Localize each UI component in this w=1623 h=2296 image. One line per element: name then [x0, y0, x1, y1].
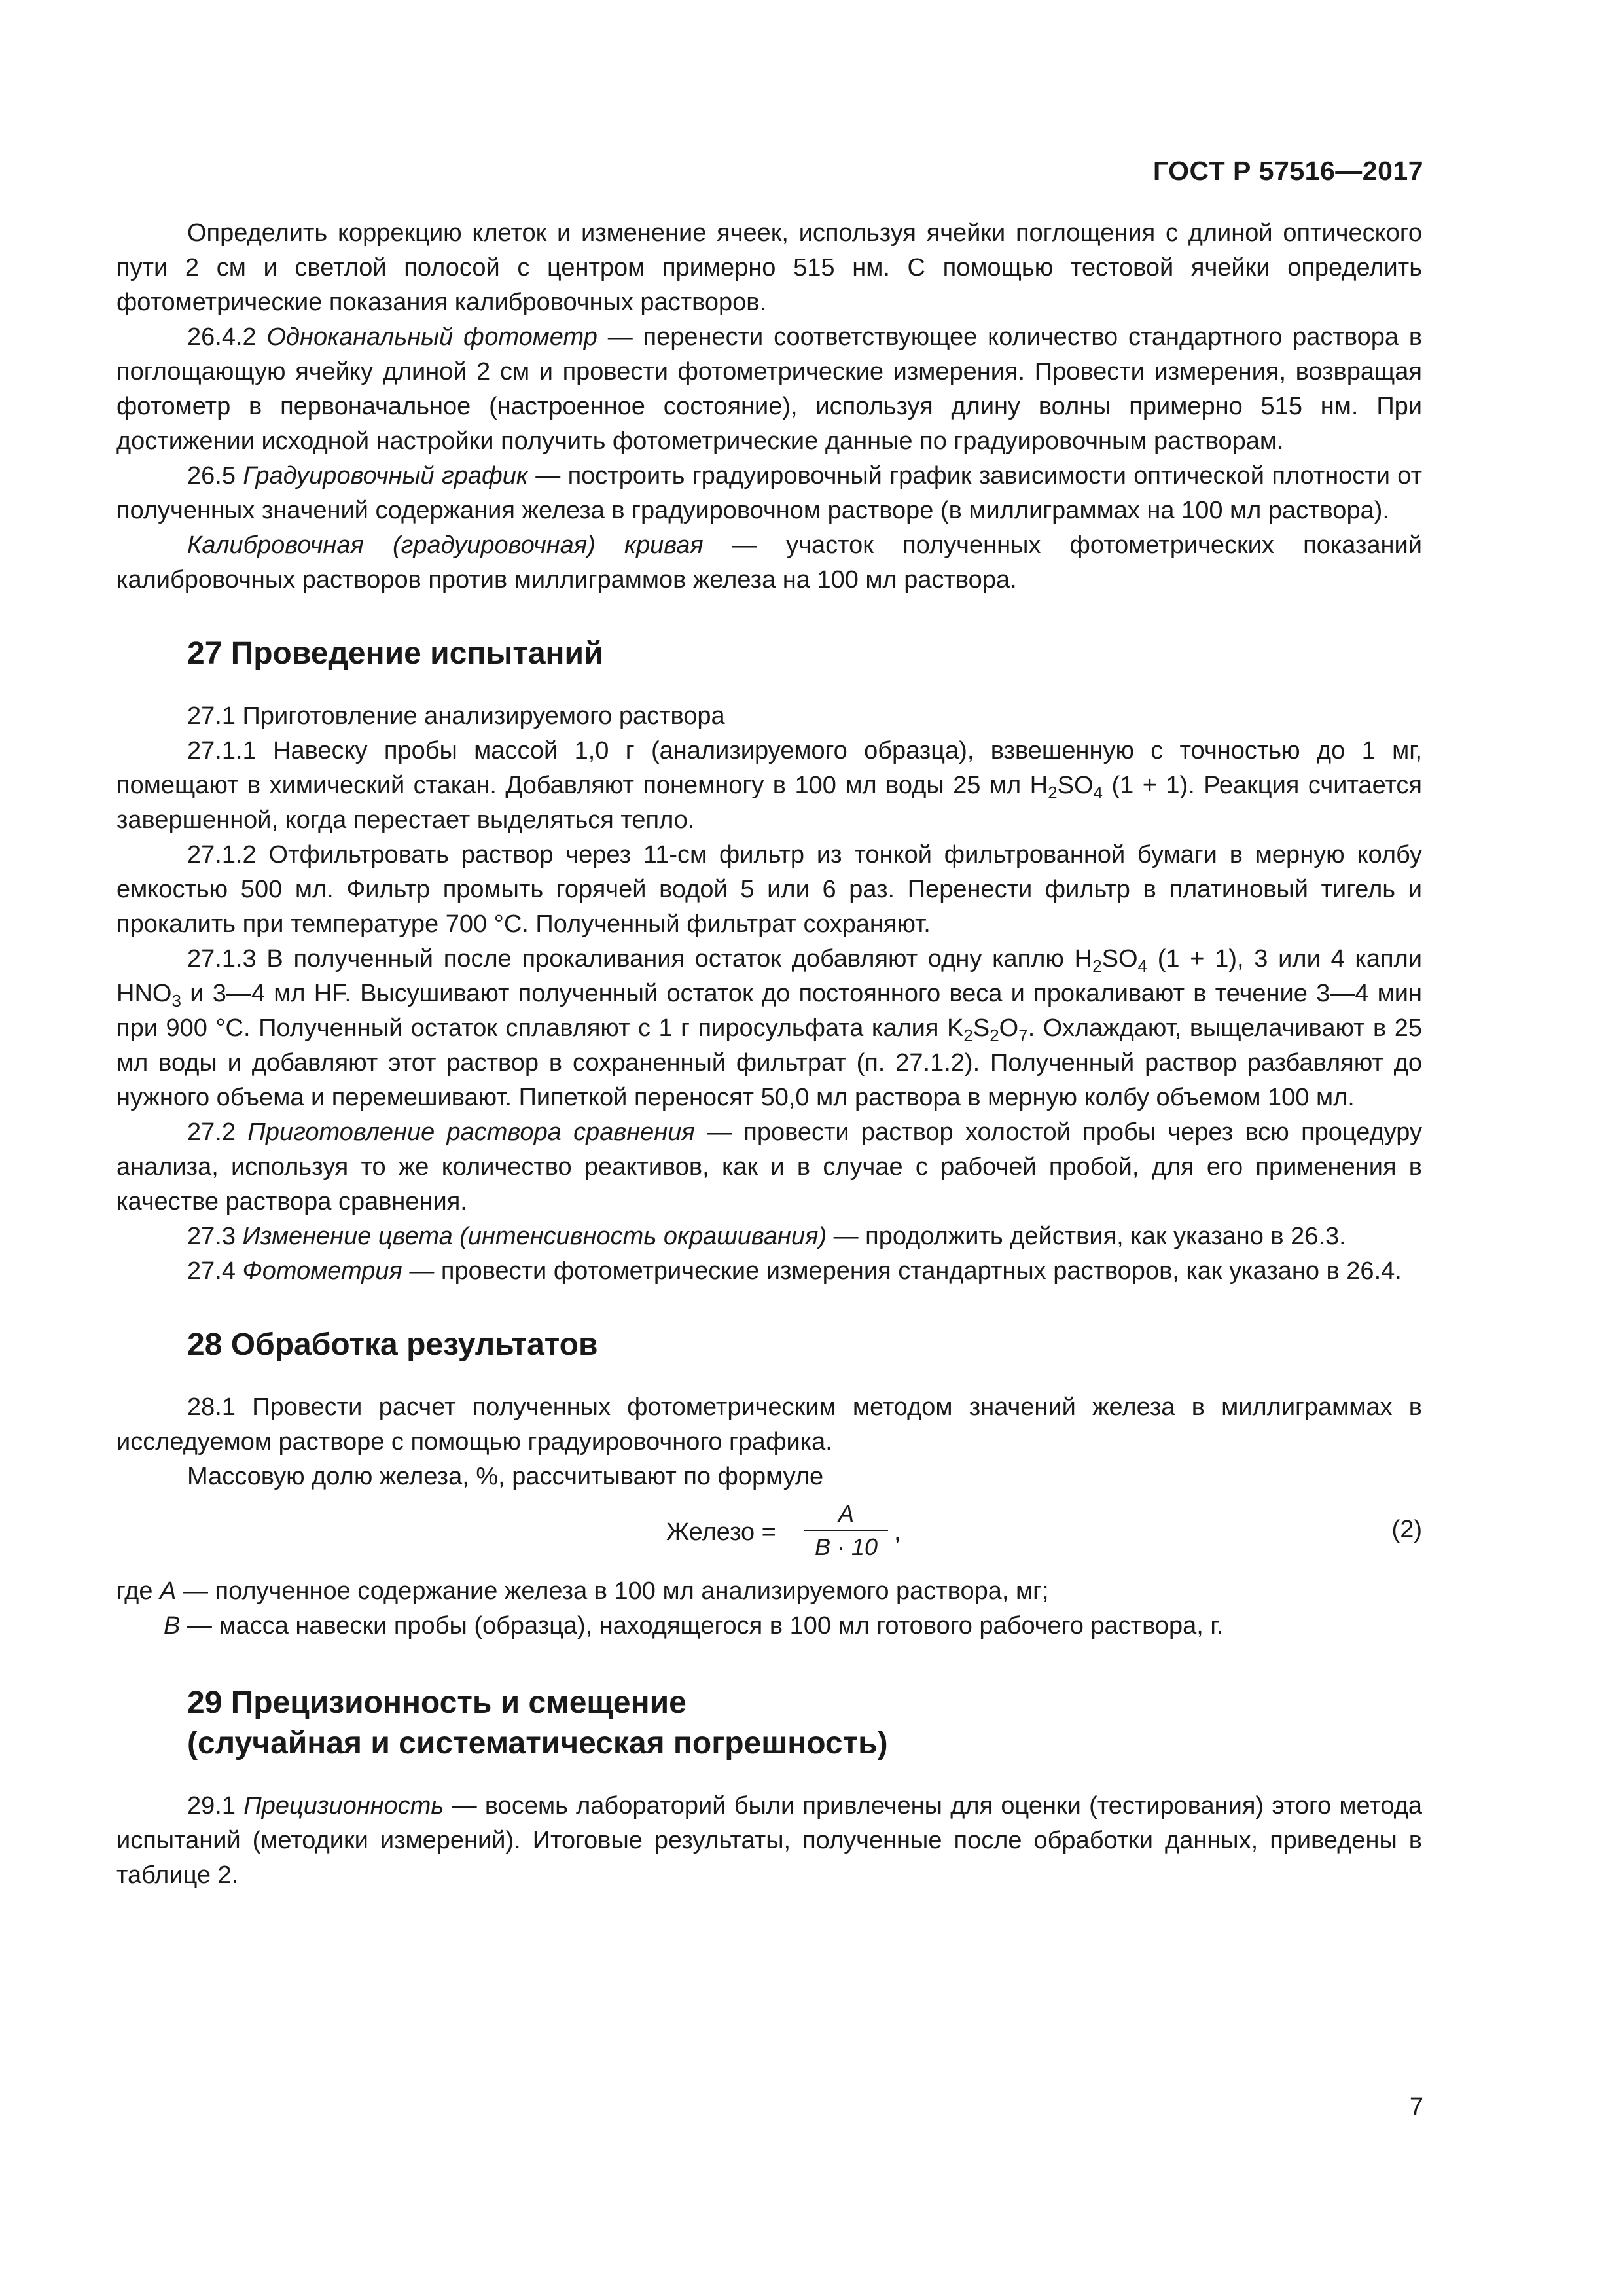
- paragraph-calibration-curve: Калибровочная (градуировочная) кривая — участок полученных фотометрических показаний калибровочных растворов против миллиграммов железа на 100 мл раствора.: [116, 531, 1422, 594]
- paragraph-27-1-1: 27.1.1 Навеску пробы массой 1,0 г (анализируемого образца), взвешенную с точностью до 1 мг, помещают в химический стакан. Добавляют понемногу в 100 мл воды 25 мл $H_2SO_4$ (1 + 1). Реакция считается завершенной, когда перестает выделяться тепло.: [116, 737, 1422, 834]
- paragraph-27-1-3: 27.1.3 В полученный после прокаливания остаток добавляют одну каплю $H_2SO_4$ (1 + 1), 3 или 4 капли $HNO_3$ и 3—4 мл HF. Высушивают полученный остаток до постоянного веса и прокаливают в течение 3—4 мин при 900 °С. Полученный остаток сплавляют с 1 г пиросульфата калия $K_2S_2O_7$. Охлаждают, выщелачивают в 25 мл воды и добавляют этот раствор в сохраненный фильтрат (п. 27.1.2). Полученный раствор разбавляют до нужного объема и перемешивают. Пипеткой переносят 50,0 мл раствора в мерную колбу объемом 100 мл.: [116, 945, 1422, 1111]
- where-item-a: где A — полученное содержание железа в 100 мл анализируемого раствора, мг;: [116, 1577, 1049, 1605]
- paragraph-27-1-2: 27.1.2 Отфильтровать раствор через 11-см фильтр из тонкой фильтрованной бумаги в мерную колбу емкостью 500 мл. Фильтр промыть горячей водой 5 или 6 раз. Перенести фильтр в платиновый тигель и прокалить при температуре 700 °С. Полученный фильтрат сохраняют.: [116, 841, 1422, 938]
- section-heading-29: [116, 1683, 1422, 1764]
- formula-fraction: [800, 1498, 892, 1564]
- paragraph-27-3: 27.3 Изменение цвета (интенсивность окрашивания) — продолжить действия, как указано в 26.3.: [187, 1223, 1346, 1250]
- paragraph-29-1: 29.1 Прецизионность — восемь лабораторий были привлечены для оценки (тестирования) этого метода испытаний (методики измерений). Итоговые результаты, полученные после обработки данных, приведены в таблице 2.: [116, 1792, 1422, 1889]
- document-header: ГОСТ Р 57516—2017: [1152, 156, 1423, 186]
- formula-number: (2): [1391, 1516, 1422, 1543]
- section-heading-28: 28 Обработка результатов: [187, 1327, 598, 1362]
- paragraph-26-4-2: 26.4.2 Одноканальный фотометр — перенести соответствующее количество стандартного раствора в поглощающую ячейку длиной 2 см и провести фотометрические измерения. Провести измерения, возвращая фотометр в первоначальное (настроенное состояние), используя длину волны примерно 515 нм. При достижении исходной настройки получить фотометрические данные по градуировочным растворам.: [116, 323, 1423, 455]
- section-heading-29-line1: 29 Прецизионность и смещение: [187, 1685, 687, 1720]
- paragraph-mass-fraction: Массовую долю железа, %, рассчитывают по формуле: [187, 1463, 824, 1490]
- formula-comma: ,: [894, 1518, 901, 1546]
- page-content: [116, 216, 1422, 1893]
- where-item-b: B — масса навески пробы (образца), находящегося в 100 мл готового рабочего раствора, г.: [164, 1612, 1224, 1640]
- paragraph-26-5: 26.5 Градуировочный график — построить градуировочный график зависимости оптической плотности от полученных значений содержания железа в градуировочном растворе (в миллиграммах на 100 мл раствора).: [116, 462, 1422, 524]
- page-number: 7: [1409, 2093, 1423, 2121]
- paragraph-26-4-1-cont: Определить коррекцию клеток и изменение ячеек, используя ячейки поглощения с длиной оптического пути 2 см и светлой полосой с центром примерно 515 нм. С помощью тестовой ячейки определить фотометрические показания калибровочных растворов.: [116, 219, 1422, 316]
- section-heading-29-line2: (случайная и систематическая погрешность): [187, 1726, 888, 1761]
- paragraph-27-1: 27.1 Приготовление анализируемого раствора: [187, 702, 725, 730]
- paragraph-27-2: 27.2 Приготовление раствора сравнения — провести раствор холостой пробы через всю процедуру анализа, используя то же количество реактивов, как и в случае с рабочей пробой, для его применения в качестве раствора сравнения.: [116, 1119, 1423, 1215]
- formula-lhs: Железо =: [666, 1518, 776, 1546]
- paragraph-27-4: 27.4 Фотометрия — провести фотометрические измерения стандартных растворов, как указано в 26.4.: [187, 1257, 1402, 1285]
- formula-iron: [116, 1498, 1422, 1571]
- section-heading-27: 27 Проведение испытаний: [187, 636, 603, 671]
- paragraph-28-1: 28.1 Провести расчет полученных фотометрическим методом значений железа в миллиграммах в исследуемом растворе с помощью градуировочного графика.: [116, 1393, 1422, 1456]
- formula-denominator: B · 10: [814, 1534, 878, 1560]
- formula-numerator: A: [838, 1500, 854, 1527]
